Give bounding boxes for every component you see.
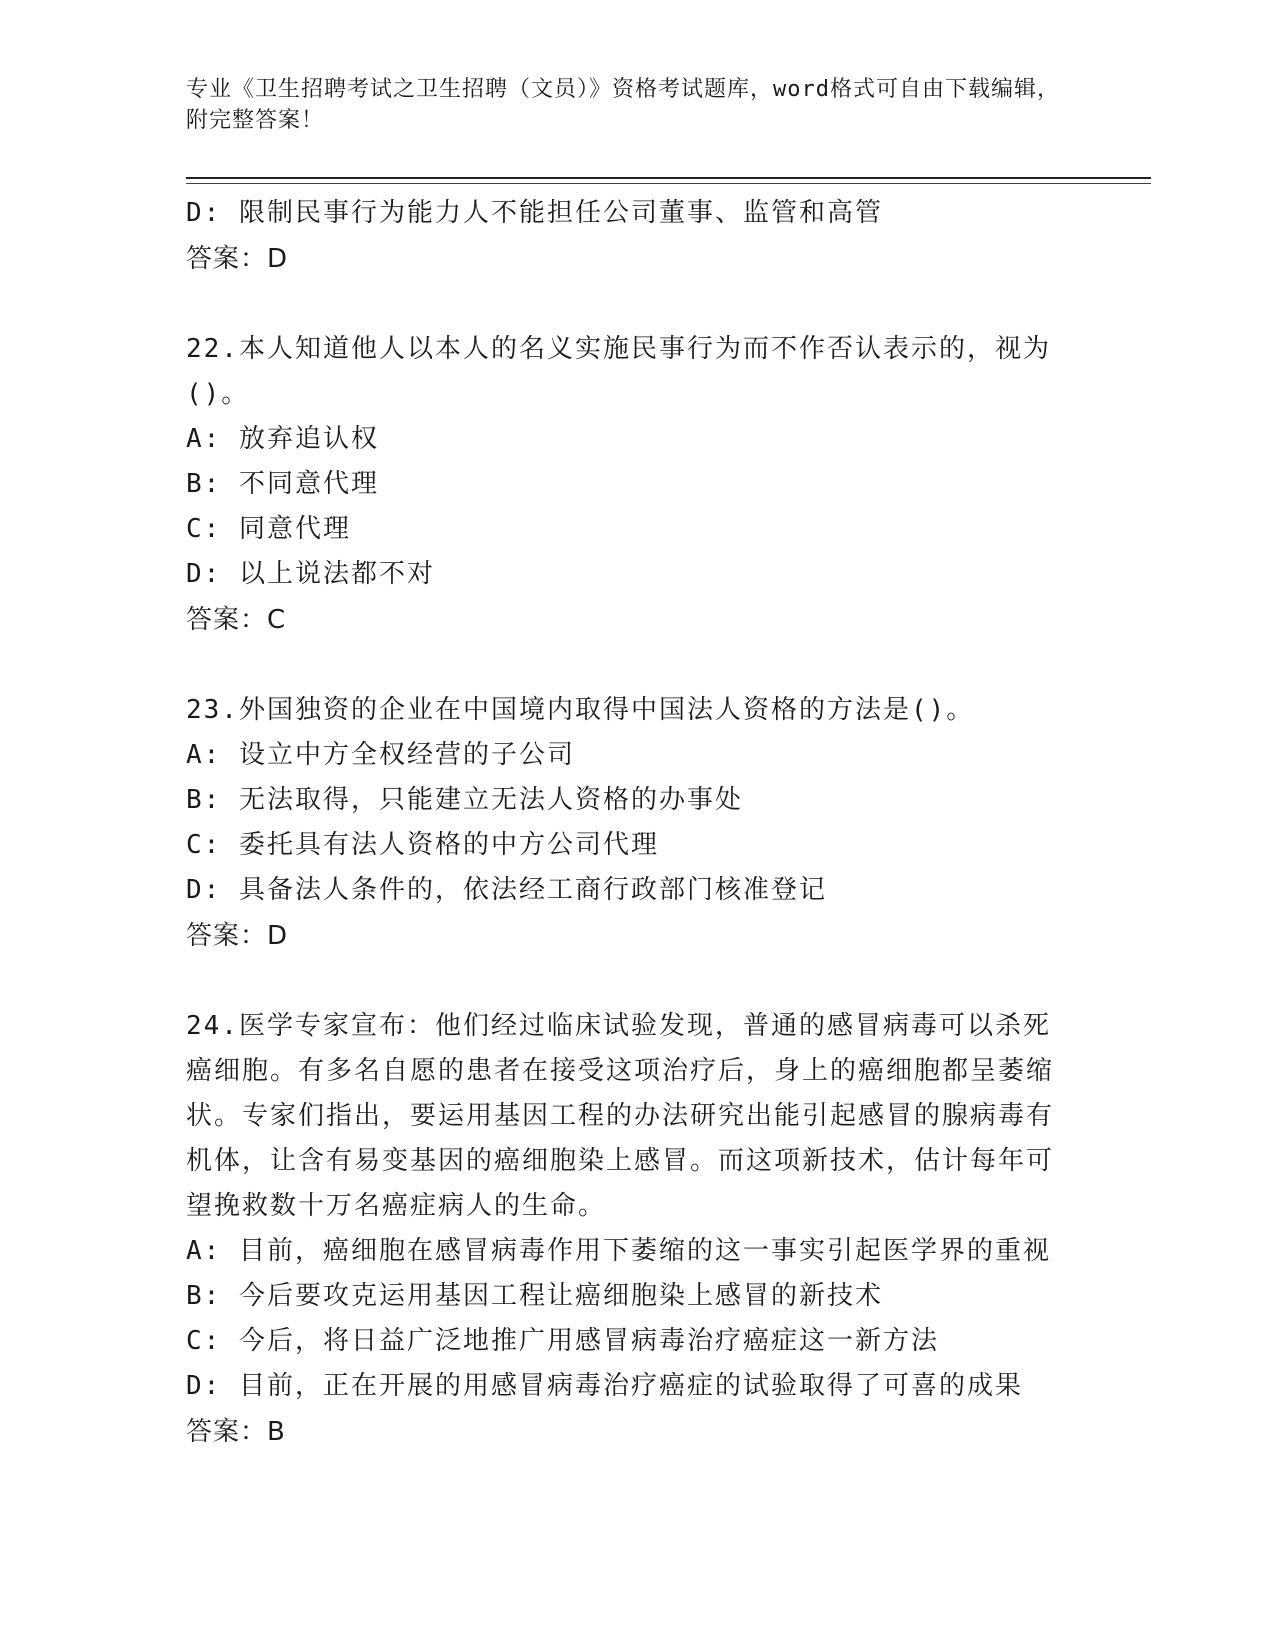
option-a: A: 放弃追认权: [186, 424, 379, 454]
answer: 答案：C: [186, 605, 287, 635]
option-d: D: 以上说法都不对: [186, 559, 435, 589]
prev-answer: 答案：D: [186, 244, 289, 274]
option-c: C: 委托具有法人资格的中方公司代理: [186, 830, 659, 860]
question-23: [186, 688, 1086, 959]
option-d: D: 具备法人条件的，依法经工商行政部门核准登记: [186, 875, 827, 905]
document-header: 专业《卫生招聘考试之卫生招聘（文员）》资格考试题库，word格式可自由下载编辑，附完整答案！: [186, 77, 1060, 133]
header-rule: [186, 177, 1151, 179]
question-content: [186, 191, 1086, 1455]
option-c: C: 同意代理: [186, 514, 351, 544]
question-stem: 22.本人知道他人以本人的名义实施民事行为而不作否认表示的，视为()。: [186, 334, 1051, 409]
question-stem: 23.外国独资的企业在中国境内取得中国法人资格的方法是()。: [186, 695, 975, 725]
question-stem: 24.医学专家宣布：他们经过临床试验发现，普通的感冒病毒可以杀死癌细胞。有多名自愿的患者在接受这项治疗后，身上的癌细胞都呈萎缩状。专家们指出，要运用基因工程的办法研究出能引起感冒的腺病毒有机体，让含有易变基因的癌细胞染上感冒。而这项新技术，估计每年可望挽救数十万名癌症病人的生命。: [186, 1011, 1055, 1221]
option-b: B: 不同意代理: [186, 469, 379, 499]
question-24: [186, 1004, 1086, 1455]
prev-option-d: D: 限制民事行为能力人不能担任公司董事、监管和高管: [186, 198, 883, 228]
option-a: A: 目前，癌细胞在感冒病毒作用下萎缩的这一事实引起医学界的重视: [186, 1236, 1051, 1266]
question-22: [186, 327, 1086, 643]
option-a: A: 设立中方全权经营的子公司: [186, 740, 575, 770]
option-d: D: 目前，正在开展的用感冒病毒治疗癌症的试验取得了可喜的成果: [186, 1371, 1023, 1401]
answer: 答案：D: [186, 921, 289, 951]
option-b: B: 无法取得，只能建立无法人资格的办事处: [186, 785, 743, 815]
option-b: B: 今后要攻克运用基因工程让癌细胞染上感冒的新技术: [186, 1281, 883, 1311]
answer: 答案：B: [186, 1417, 286, 1447]
header-rule-thin: [186, 183, 1151, 184]
option-c: C: 今后，将日益广泛地推广用感冒病毒治疗癌症这一新方法: [186, 1326, 939, 1356]
